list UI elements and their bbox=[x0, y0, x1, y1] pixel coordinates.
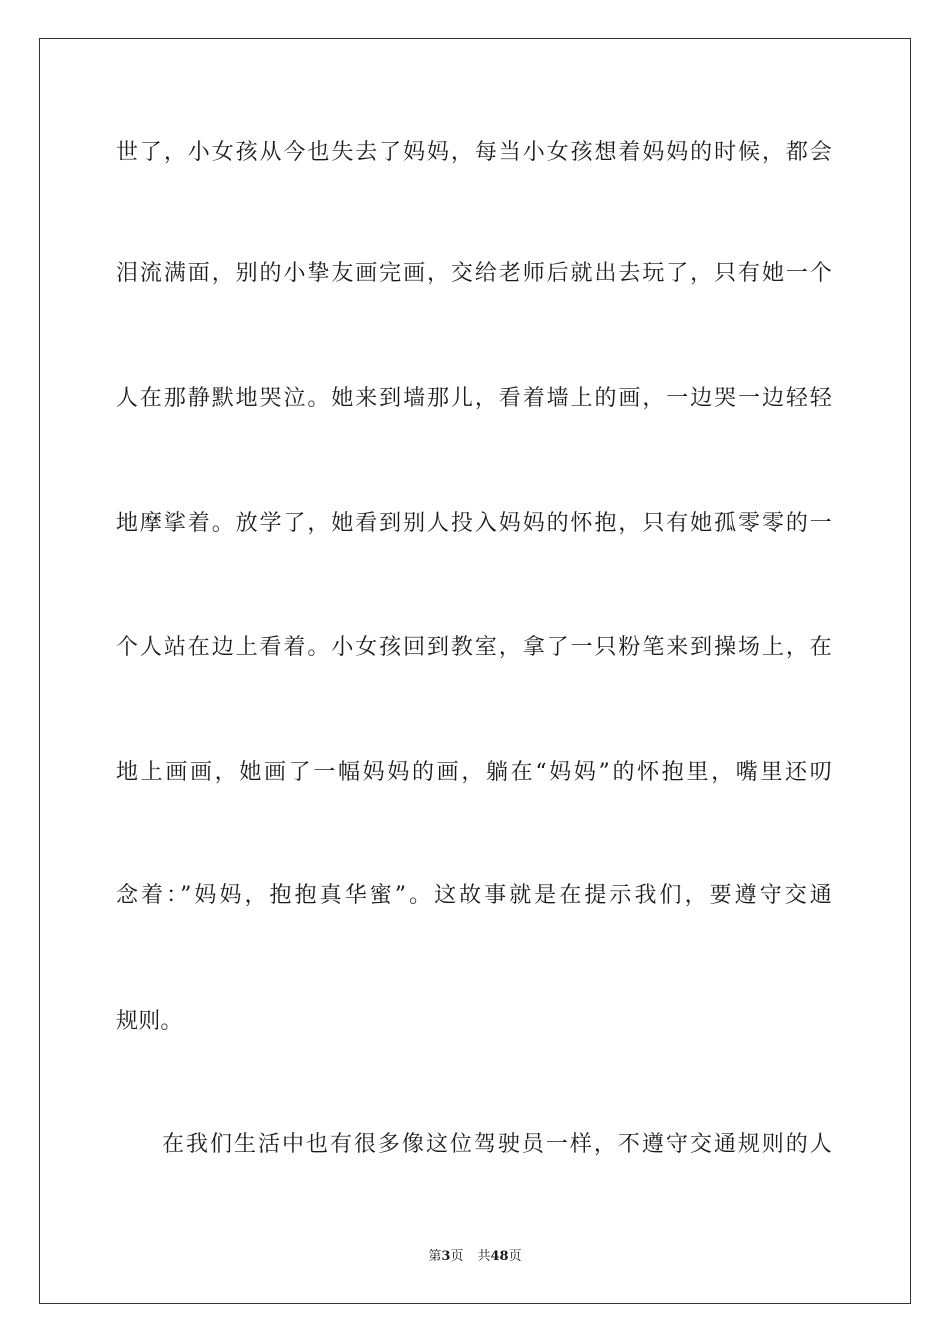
text-line: 地摩挲着。放学了，她看到别人投入妈妈的怀抱，只有她孤零零的一 bbox=[116, 511, 832, 536]
text-line: 个人站在边上看着。小女孩回到教室，拿了一只粉笔来到操场上，在 bbox=[116, 635, 832, 660]
total-pages: 48 bbox=[490, 1249, 509, 1264]
page-prefix: 第 bbox=[428, 1249, 442, 1264]
text-line: 地上画画，她画了一幅妈妈的画，躺在“妈妈”的怀抱里，嘴里还叨 bbox=[116, 760, 832, 785]
page-suffix: 页 bbox=[450, 1249, 464, 1264]
text-line: 泪流满面，别的小挚友画完画，交给老师后就出去玩了，只有她一个 bbox=[116, 261, 832, 286]
page-footer bbox=[0, 1249, 950, 1265]
text-line: 规则。 bbox=[116, 1009, 183, 1034]
text-line: 世了，小女孩从今也失去了妈妈，每当小女孩想着妈妈的时候，都会 bbox=[116, 140, 832, 165]
paragraph-first-line: 在我们生活中也有很多像这位驾驶员一样，不遵守交通规则的人 bbox=[162, 1132, 832, 1157]
text-line: 念着：”妈妈，抱抱真华蜜”。这故事就是在提示我们，要遵守交通 bbox=[116, 883, 832, 908]
page-border bbox=[39, 38, 911, 1304]
total-prefix: 共 bbox=[477, 1249, 491, 1264]
text-line: 人在那静默地哭泣。她来到墙那儿，看着墙上的画，一边哭一边轻轻 bbox=[116, 386, 832, 411]
page-number: 3 bbox=[441, 1249, 451, 1264]
total-suffix: 页 bbox=[508, 1249, 522, 1264]
